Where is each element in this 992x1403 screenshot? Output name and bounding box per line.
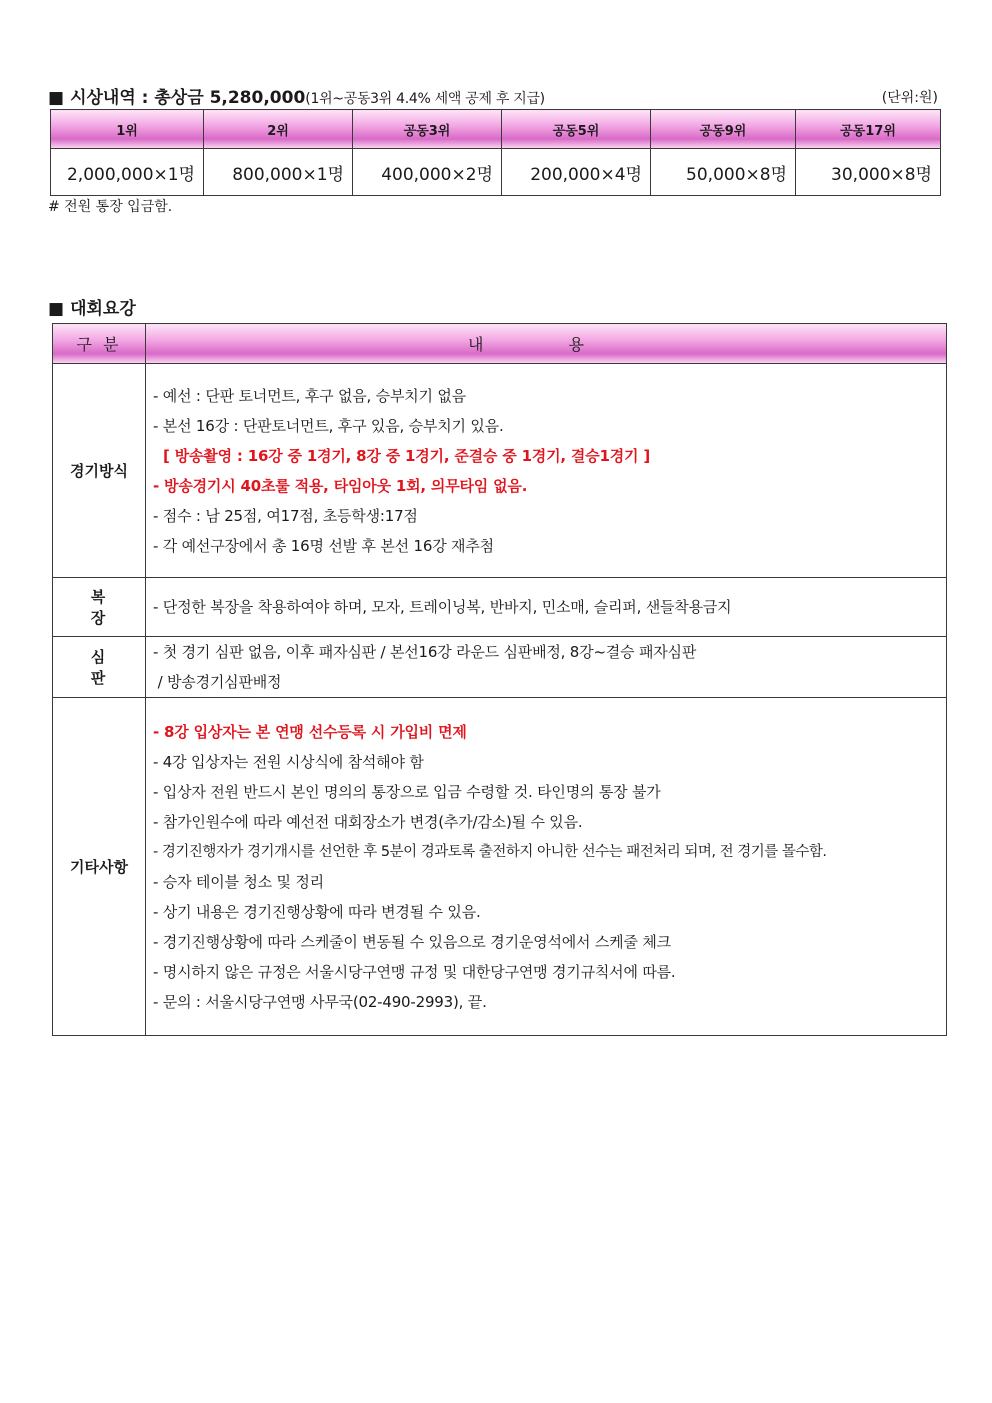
prize-value-cell: 50,000×8명 xyxy=(651,149,796,196)
rules-category-dress-code: 복 장 xyxy=(53,578,146,637)
prize-header-cell: 공동17위 xyxy=(796,110,941,149)
rule-line: - 경기진행자가 경기개시를 선언한 후 5분이 경과토록 출전하지 아니한 선수는 패전처리 되며, 전 경기를 몰수함. xyxy=(153,843,827,860)
rule-line: - 4강 입상자는 전원 시상식에 참석해야 함 xyxy=(153,752,424,771)
rule-line: - 경기진행상황에 따라 스케줄이 변동될 수 있음으로 경기운영석에서 스케줄 체크 xyxy=(153,932,671,951)
prize-section-title xyxy=(48,86,938,110)
rule-line: - 예선 : 단판 토너먼트, 후구 없음, 승부치기 없음 xyxy=(153,386,466,405)
rule-line: - 단정한 복장을 착용하여야 하며, 모자, 트레이닝복, 반바지, 민소매, 슬리퍼, 샌들착용금지 xyxy=(153,598,732,616)
rule-line: - 상기 내용은 경기진행상황에 따라 변경될 수 있음. xyxy=(153,902,481,921)
rules-body-misc xyxy=(146,698,947,1036)
prize-title: 시상내역 : 총상금 5,280,000 xyxy=(70,88,306,108)
prize-note: (1위~공동3위 4.4% 세액 공제 후 지급) xyxy=(305,91,545,107)
rule-line-emphasis: - 방송경기시 40초룰 적용, 타임아웃 1회, 의무타임 없음. xyxy=(153,476,528,495)
rule-line: - 각 예선구장에서 총 16명 선발 후 본선 16강 재추첨 xyxy=(153,536,494,555)
prize-footnote: # 전원 통장 입금함. xyxy=(48,199,173,215)
rules-row-referee xyxy=(53,637,947,698)
rules-row-dress-code xyxy=(53,578,947,637)
rules-section-title xyxy=(48,297,136,321)
rules-header-content: 내 용 xyxy=(146,324,947,364)
prize-header-cell: 공동5위 xyxy=(502,110,651,149)
rule-line: - 본선 16강 : 단판토너먼트, 후구 있음, 승부치기 있음. xyxy=(153,416,504,435)
rule-line: - 승자 테이블 청소 및 정리 xyxy=(153,872,324,891)
rules-category-referee: 심 판 xyxy=(53,637,146,698)
rules-category-game-format: 경기방식 xyxy=(53,364,146,578)
rule-line: - 참가인원수에 따라 예선전 대회장소가 변경(추가/감소)될 수 있음. xyxy=(153,812,583,831)
prize-header-row xyxy=(51,110,941,149)
rule-line: - 점수 : 남 25점, 여17점, 초등학생:17점 xyxy=(153,506,418,525)
rules-body-referee xyxy=(146,637,947,698)
prize-header-cell: 공동3위 xyxy=(353,110,502,149)
rules-table xyxy=(52,323,947,1036)
square-bullet-icon: ■ xyxy=(48,88,65,108)
rules-row-misc xyxy=(53,698,947,1036)
rule-line-emphasis: [ 방송촬영 : 16강 중 1경기, 8강 중 1경기, 준결승 중 1경기, 결승1경기 ] xyxy=(153,446,650,465)
rule-line: - 첫 경기 심판 없음, 이후 패자심판 / 본선16강 라운드 심판배정, 8강~결승 패자심판 xyxy=(153,643,697,661)
rules-row-game-format xyxy=(53,364,947,578)
rule-line-emphasis: - 8강 입상자는 본 연맹 선수등록 시 가입비 면제 xyxy=(153,722,467,741)
prize-value-cell: 800,000×1명 xyxy=(204,149,353,196)
prize-header-cell: 2위 xyxy=(204,110,353,149)
prize-value-cell: 2,000,000×1명 xyxy=(51,149,204,196)
rule-line: - 명시하지 않은 규정은 서울시당구연맹 규정 및 대한당구연맹 경기규칙서에 따름. xyxy=(153,962,676,981)
rules-body-game-format xyxy=(146,364,947,578)
prize-table xyxy=(50,109,941,196)
square-bullet-icon: ■ xyxy=(48,299,65,319)
prize-value-cell: 400,000×2명 xyxy=(353,149,502,196)
prize-header-cell: 1위 xyxy=(51,110,204,149)
prize-value-row xyxy=(51,149,941,196)
rule-line: / 방송경기심판배정 xyxy=(153,673,282,691)
rules-category-misc: 기타사항 xyxy=(53,698,146,1036)
rules-body-dress-code xyxy=(146,578,947,637)
rule-line: - 문의 : 서울시당구연맹 사무국(02-490-2993), 끝. xyxy=(153,992,487,1011)
prize-value-cell: 200,000×4명 xyxy=(502,149,651,196)
prize-header-cell: 공동9위 xyxy=(651,110,796,149)
prize-value-cell: 30,000×8명 xyxy=(796,149,941,196)
rules-header-category: 구 분 xyxy=(53,324,146,364)
rules-header-row xyxy=(53,324,947,364)
rule-line: - 입상자 전원 반드시 본인 명의의 통장으로 입금 수령할 것. 타인명의 통장 불가 xyxy=(153,782,661,801)
rules-title: 대회요강 xyxy=(70,299,136,319)
prize-unit: (단위:원) xyxy=(881,90,938,106)
